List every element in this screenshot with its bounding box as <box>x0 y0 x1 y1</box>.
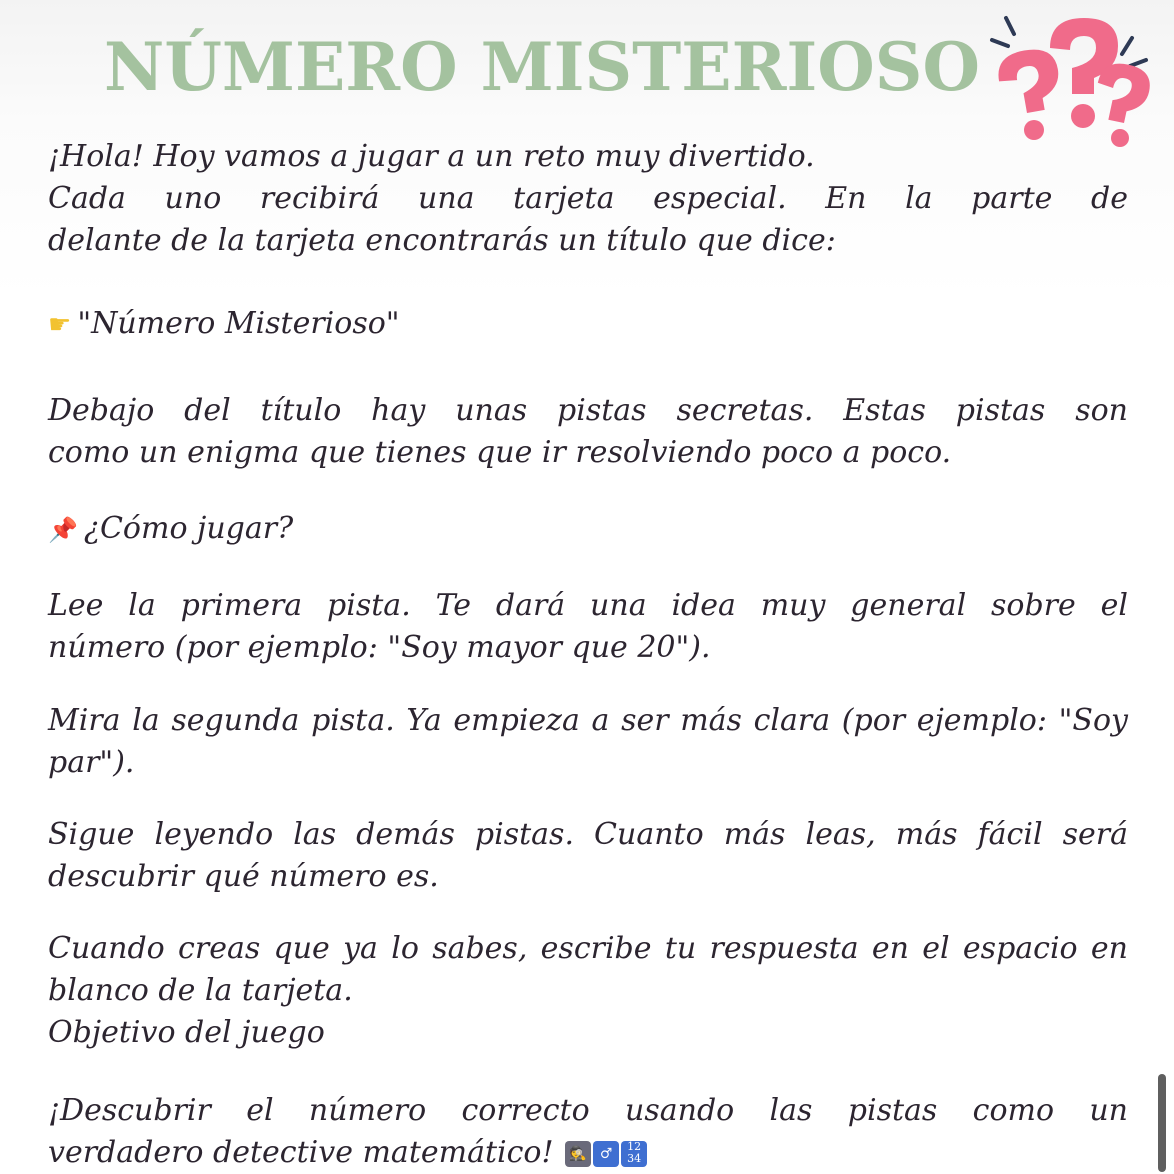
objective-line-2: verdadero detective matemático! <box>48 1135 554 1170</box>
intro-line-3: delante de la tarjeta encontrarás un título que dice: <box>48 223 836 258</box>
step-2 <box>48 700 1128 784</box>
objective-line-2-wrap <box>48 1132 1128 1174</box>
step-4 <box>48 928 1128 1054</box>
pushpin-icon: 📌 <box>48 516 78 544</box>
intro-line-2: Cada uno recibirá una tarjeta especial. En la parte de <box>48 181 1128 216</box>
step-1-line-1: Lee la primera pista. Te dará una idea muy general sobre el <box>48 588 1128 623</box>
page-title: NÚMERO MISTERIOSO <box>104 28 980 106</box>
how-to-play-heading <box>48 508 1128 551</box>
step-1-line-2: número (por ejemplo: "Soy mayor que 20"). <box>48 630 711 665</box>
input-numbers-icon: 12 34 <box>621 1141 647 1167</box>
step-3 <box>48 814 1128 898</box>
step-2-line-1: Mira la segunda pista. Ya empieza a ser más clara (por ejemplo: "Soy <box>48 703 1128 738</box>
step-2-line-2: par"). <box>48 745 135 780</box>
clues-line-1: Debajo del título hay unas pistas secretas. Estas pistas son <box>48 393 1128 428</box>
objective-line-1: ¡Descubrir el número correcto usando las pistas como un <box>48 1093 1128 1128</box>
pointing-hand-icon: ☛ <box>48 310 72 340</box>
step-4-line-1: Cuando creas que ya lo sabes, escribe tu respuesta en el espacio en <box>48 931 1128 966</box>
objective-paragraph <box>48 1090 1128 1174</box>
scrollbar[interactable] <box>1158 1074 1166 1172</box>
quote-text: "Número Misterioso" <box>77 306 400 341</box>
male-sign-icon: ♂ <box>593 1141 619 1167</box>
question-marks-icon <box>984 4 1154 150</box>
intro-paragraph <box>48 136 1128 262</box>
step-3-line-1: Sigue leyendo las demás pistas. Cuanto más leas, más fácil será <box>48 817 1128 852</box>
clues-paragraph <box>48 390 1128 474</box>
objective-heading: Objetivo del juego <box>48 1015 325 1050</box>
step-1 <box>48 585 1128 669</box>
quote-line <box>48 303 1128 346</box>
step-4-line-2: blanco de la tarjeta. <box>48 973 353 1008</box>
detective-icon: 🕵 <box>565 1141 591 1167</box>
how-to-play-text: ¿Cómo jugar? <box>83 511 294 546</box>
intro-line-1: ¡Hola! Hoy vamos a jugar a un reto muy divertido. <box>48 139 815 174</box>
step-3-line-2: descubrir qué número es. <box>48 859 439 894</box>
clues-line-2: como un enigma que tienes que ir resolviendo poco a poco. <box>48 435 952 470</box>
